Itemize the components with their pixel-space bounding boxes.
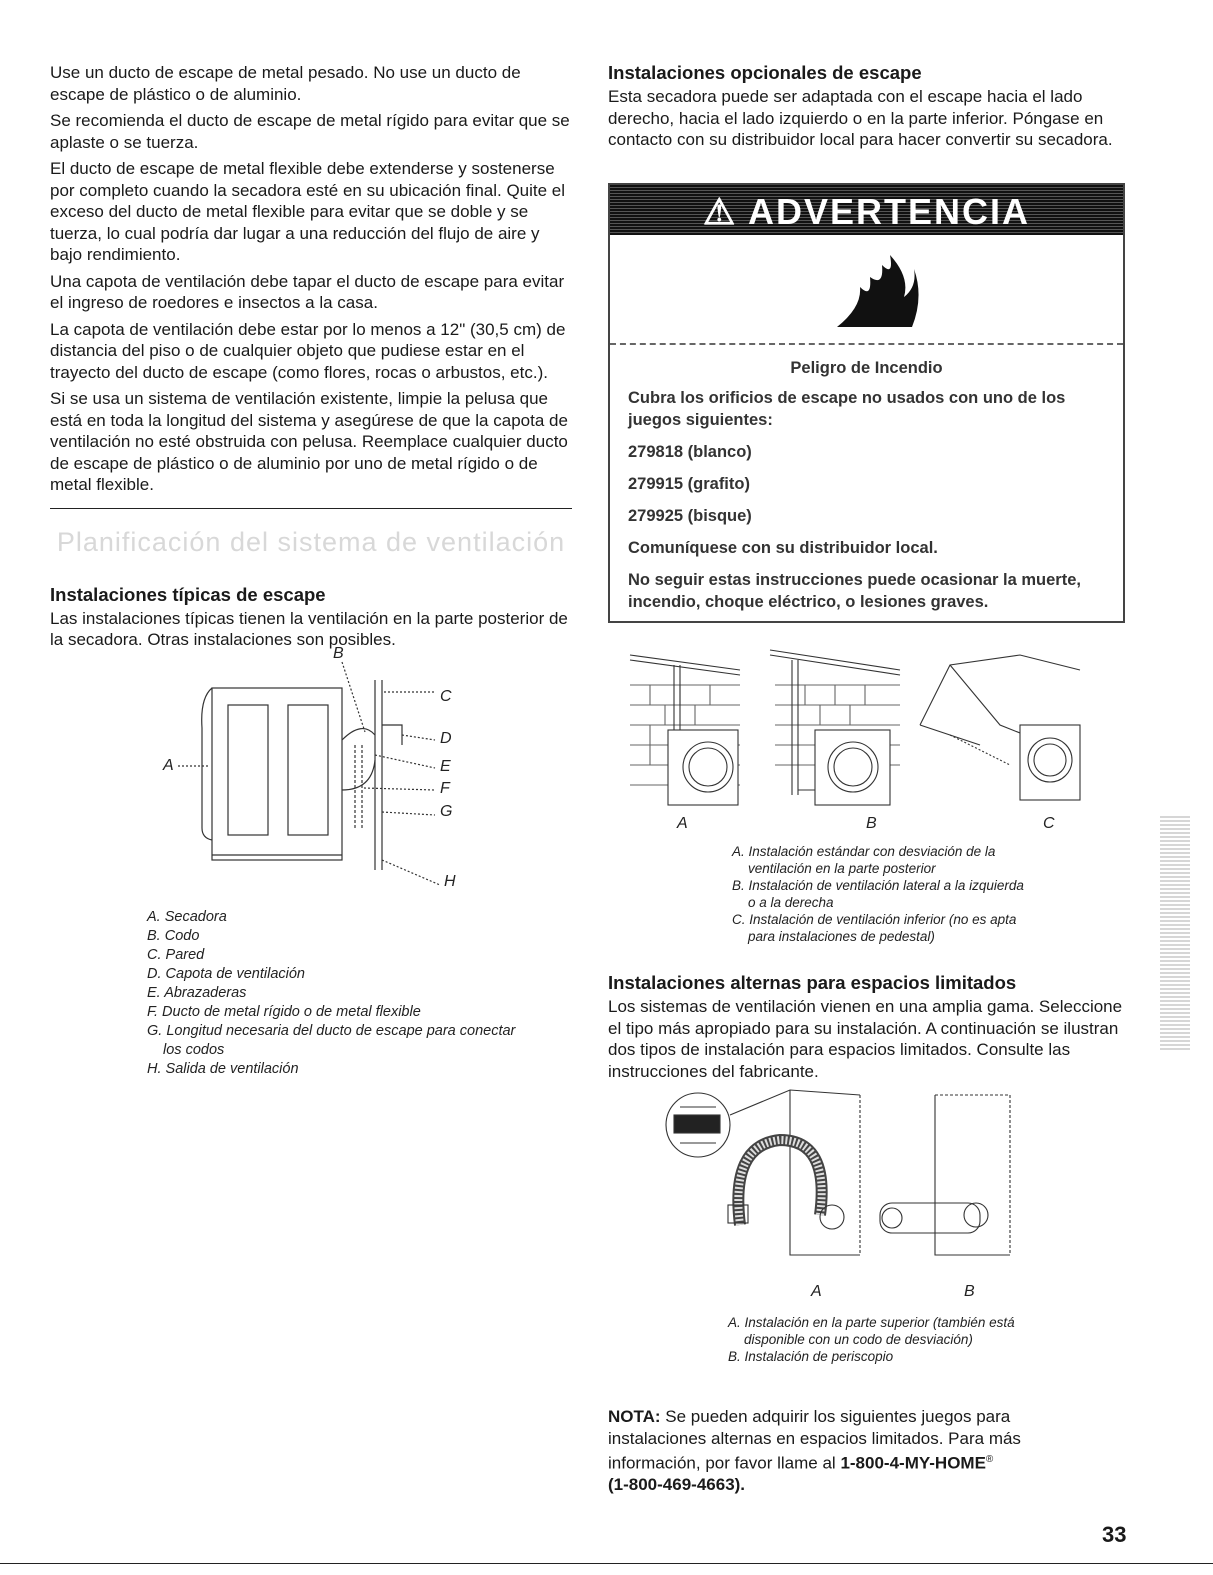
warning-kit: 279818 (blanco): [628, 443, 752, 461]
left-column: [50, 62, 572, 656]
legend-item: F. Ducto de metal rígido o de metal flexible: [147, 1004, 421, 1020]
section-divider: [50, 508, 572, 509]
legend-item: A. Secadora: [147, 909, 227, 925]
section-title: Planificación del sistema de ventilación: [56, 526, 566, 557]
note-phone-number: (1-800-469-4663).: [608, 1475, 746, 1495]
paragraph-rigid-duct: Se recomienda el ducto de escape de metal rígido para evitar que se aplaste o se tuerza.: [50, 111, 570, 152]
warning-kit: 279925 (bisque): [628, 507, 752, 525]
warning-box: [608, 183, 1125, 623]
legend-item: disponible con un codo de desviación): [744, 1332, 973, 1347]
paragraph-flexible-duct: El ducto de escape de metal flexible debe extenderse y sostenerse por completo cuando la secadora esté en su ubicación final. Quite el exceso del ducto de metal flexible para evitar que se doble y se tuerza, lo cual podría dar lugar a una reducción del flujo de aire y bajo rendimiento.: [50, 159, 566, 264]
legend-item: ventilación en la parte posterior: [748, 861, 936, 876]
typical-text: Las instalaciones típicas tienen la ventilación en la parte posterior de la secadora. Otras instalaciones son posibles.: [50, 608, 568, 649]
figure1-label-f: F: [440, 780, 450, 797]
legend-item: A. Instalación en la parte superior (también está: [728, 1315, 1015, 1330]
warning-divider: [610, 343, 1123, 345]
legend-item: B. Instalación de ventilación lateral a la izquierda: [732, 878, 1024, 893]
figure2-legend: [732, 843, 1092, 945]
fire-icon: [832, 247, 922, 332]
warning-body: [628, 357, 1105, 623]
install-a: [630, 655, 740, 805]
legend-item: o a la derecha: [748, 895, 834, 910]
figure2-label-b: B: [866, 815, 877, 832]
legend-item: D. Capota de ventilación: [147, 966, 305, 982]
figure1-label-b: B: [333, 645, 344, 662]
warning-header-text: ⚠ ADVERTENCIA: [703, 191, 1030, 232]
legend-item: H. Salida de ventilación: [147, 1061, 299, 1077]
legend-item: los codos: [163, 1042, 225, 1058]
page-number: 33: [1102, 1522, 1127, 1547]
alt-text: Los sistemas de ventilación vienen en una amplia gama. Seleccione el tipo más apropiado para su instalación. A continuación se ilustran dos tipos de instalación para espacios limitados. Consulte las instrucciones del fabricante.: [608, 997, 1123, 1081]
warning-triangle-icon: ⚠: [703, 191, 738, 232]
figure3-label-a: A: [811, 1283, 822, 1300]
legend-item: E. Abrazaderas: [147, 985, 247, 1001]
figure1-legend: [147, 908, 567, 1079]
install-c: [920, 655, 1080, 800]
figure1-label-h: H: [444, 873, 456, 890]
alt-section: [608, 972, 1128, 1087]
paragraph-heavy-duct: Use un ducto de escape de metal pesado. No use un ducto de escape de plástico o de aluminio.: [50, 63, 521, 104]
figure1-label-g: G: [440, 803, 453, 820]
warning-header: [610, 185, 1123, 235]
figure3-legend: [728, 1314, 1088, 1365]
side-tab-decoration: [1160, 815, 1190, 1050]
limited-space-diagram: [660, 1085, 1030, 1280]
right-column: [608, 62, 1128, 156]
optional-heading: Instalaciones opcionales de escape: [608, 62, 922, 83]
note-registered: ®: [985, 1454, 994, 1465]
installation-options-diagram: [620, 645, 1090, 815]
optional-text: Esta secadora puede ser adaptada con el escape hacia el lado derecho, hacia el lado izquierdo o en la parte inferior. Póngase en contacto con su distribuidor local para hacer convertir su secadora.: [608, 87, 1113, 149]
legend-item: G. Longitud necesaria del ducto de escape para conectar: [147, 1023, 516, 1039]
figure1-label-e: E: [440, 758, 451, 775]
warning-kit: 279915 (grafito): [628, 475, 750, 493]
paragraph-existing-system: Si se usa un sistema de ventilación existente, limpie la pelusa que está en toda la longitud del sistema y asegúrese de que la capota de ventilación no esté obstruida con pelusa. Reemplace cualquier ducto de escape de plástico o de aluminio por uno de metal rígido o de metal flexible.: [50, 389, 568, 494]
bottom-rule: [0, 1563, 1213, 1564]
legend-item: para instalaciones de pedestal): [748, 929, 935, 944]
figure3-label-b: B: [964, 1283, 975, 1300]
note-label: NOTA:: [608, 1407, 661, 1426]
paragraph-hood-distance: La capota de ventilación debe estar por lo menos a 12" (30,5 cm) de distancia del piso o de cualquier objeto que pudiese estar en el trayecto del ducto de escape (como flores, rocas o arbustos, etc.).: [50, 319, 566, 382]
paragraph-vent-hood: Una capota de ventilación debe tapar el ducto de escape para evitar el ingreso de roedores e insectos a la casa.: [50, 271, 565, 312]
legend-item: C. Pared: [147, 947, 205, 963]
warning-line: No seguir estas instrucciones puede ocasionar la muerte, incendio, choque eléctrico, o lesiones graves.: [628, 571, 1081, 611]
typical-installation-diagram: [150, 640, 480, 900]
legend-item: B. Instalación de periscopio: [728, 1349, 894, 1364]
alt-heading: Instalaciones alternas para espacios limitados: [608, 972, 1017, 993]
legend-item: C. Instalación de ventilación inferior (no es apta: [732, 912, 1017, 927]
note-text: Se pueden adquirir los siguientes juegos para instalaciones alternas en espacios limitados. Para más información, por favor llame al: [608, 1407, 1021, 1473]
legend-item: A. Instalación estándar con desviación de la: [732, 844, 996, 859]
figure1-label-a: A: [163, 757, 174, 774]
note-phone: 1-800-4-MY-HOME: [840, 1453, 986, 1473]
warning-line: Comuníquese con su distribuidor local.: [628, 539, 938, 557]
legend-item: B. Codo: [147, 928, 200, 944]
warning-title: Peligro de Incendio: [790, 359, 943, 377]
figure1-label-c: C: [440, 688, 452, 705]
figure2-label-a: A: [677, 815, 688, 832]
figure2-label-c: C: [1043, 815, 1055, 832]
warning-line: Cubra los orificios de escape no usados con uno de los juegos siguientes:: [628, 389, 1066, 429]
install-b: [770, 650, 900, 805]
note-paragraph: [608, 1406, 1068, 1496]
typical-heading: Instalaciones típicas de escape: [50, 583, 326, 605]
figure1-label-d: D: [440, 730, 452, 747]
